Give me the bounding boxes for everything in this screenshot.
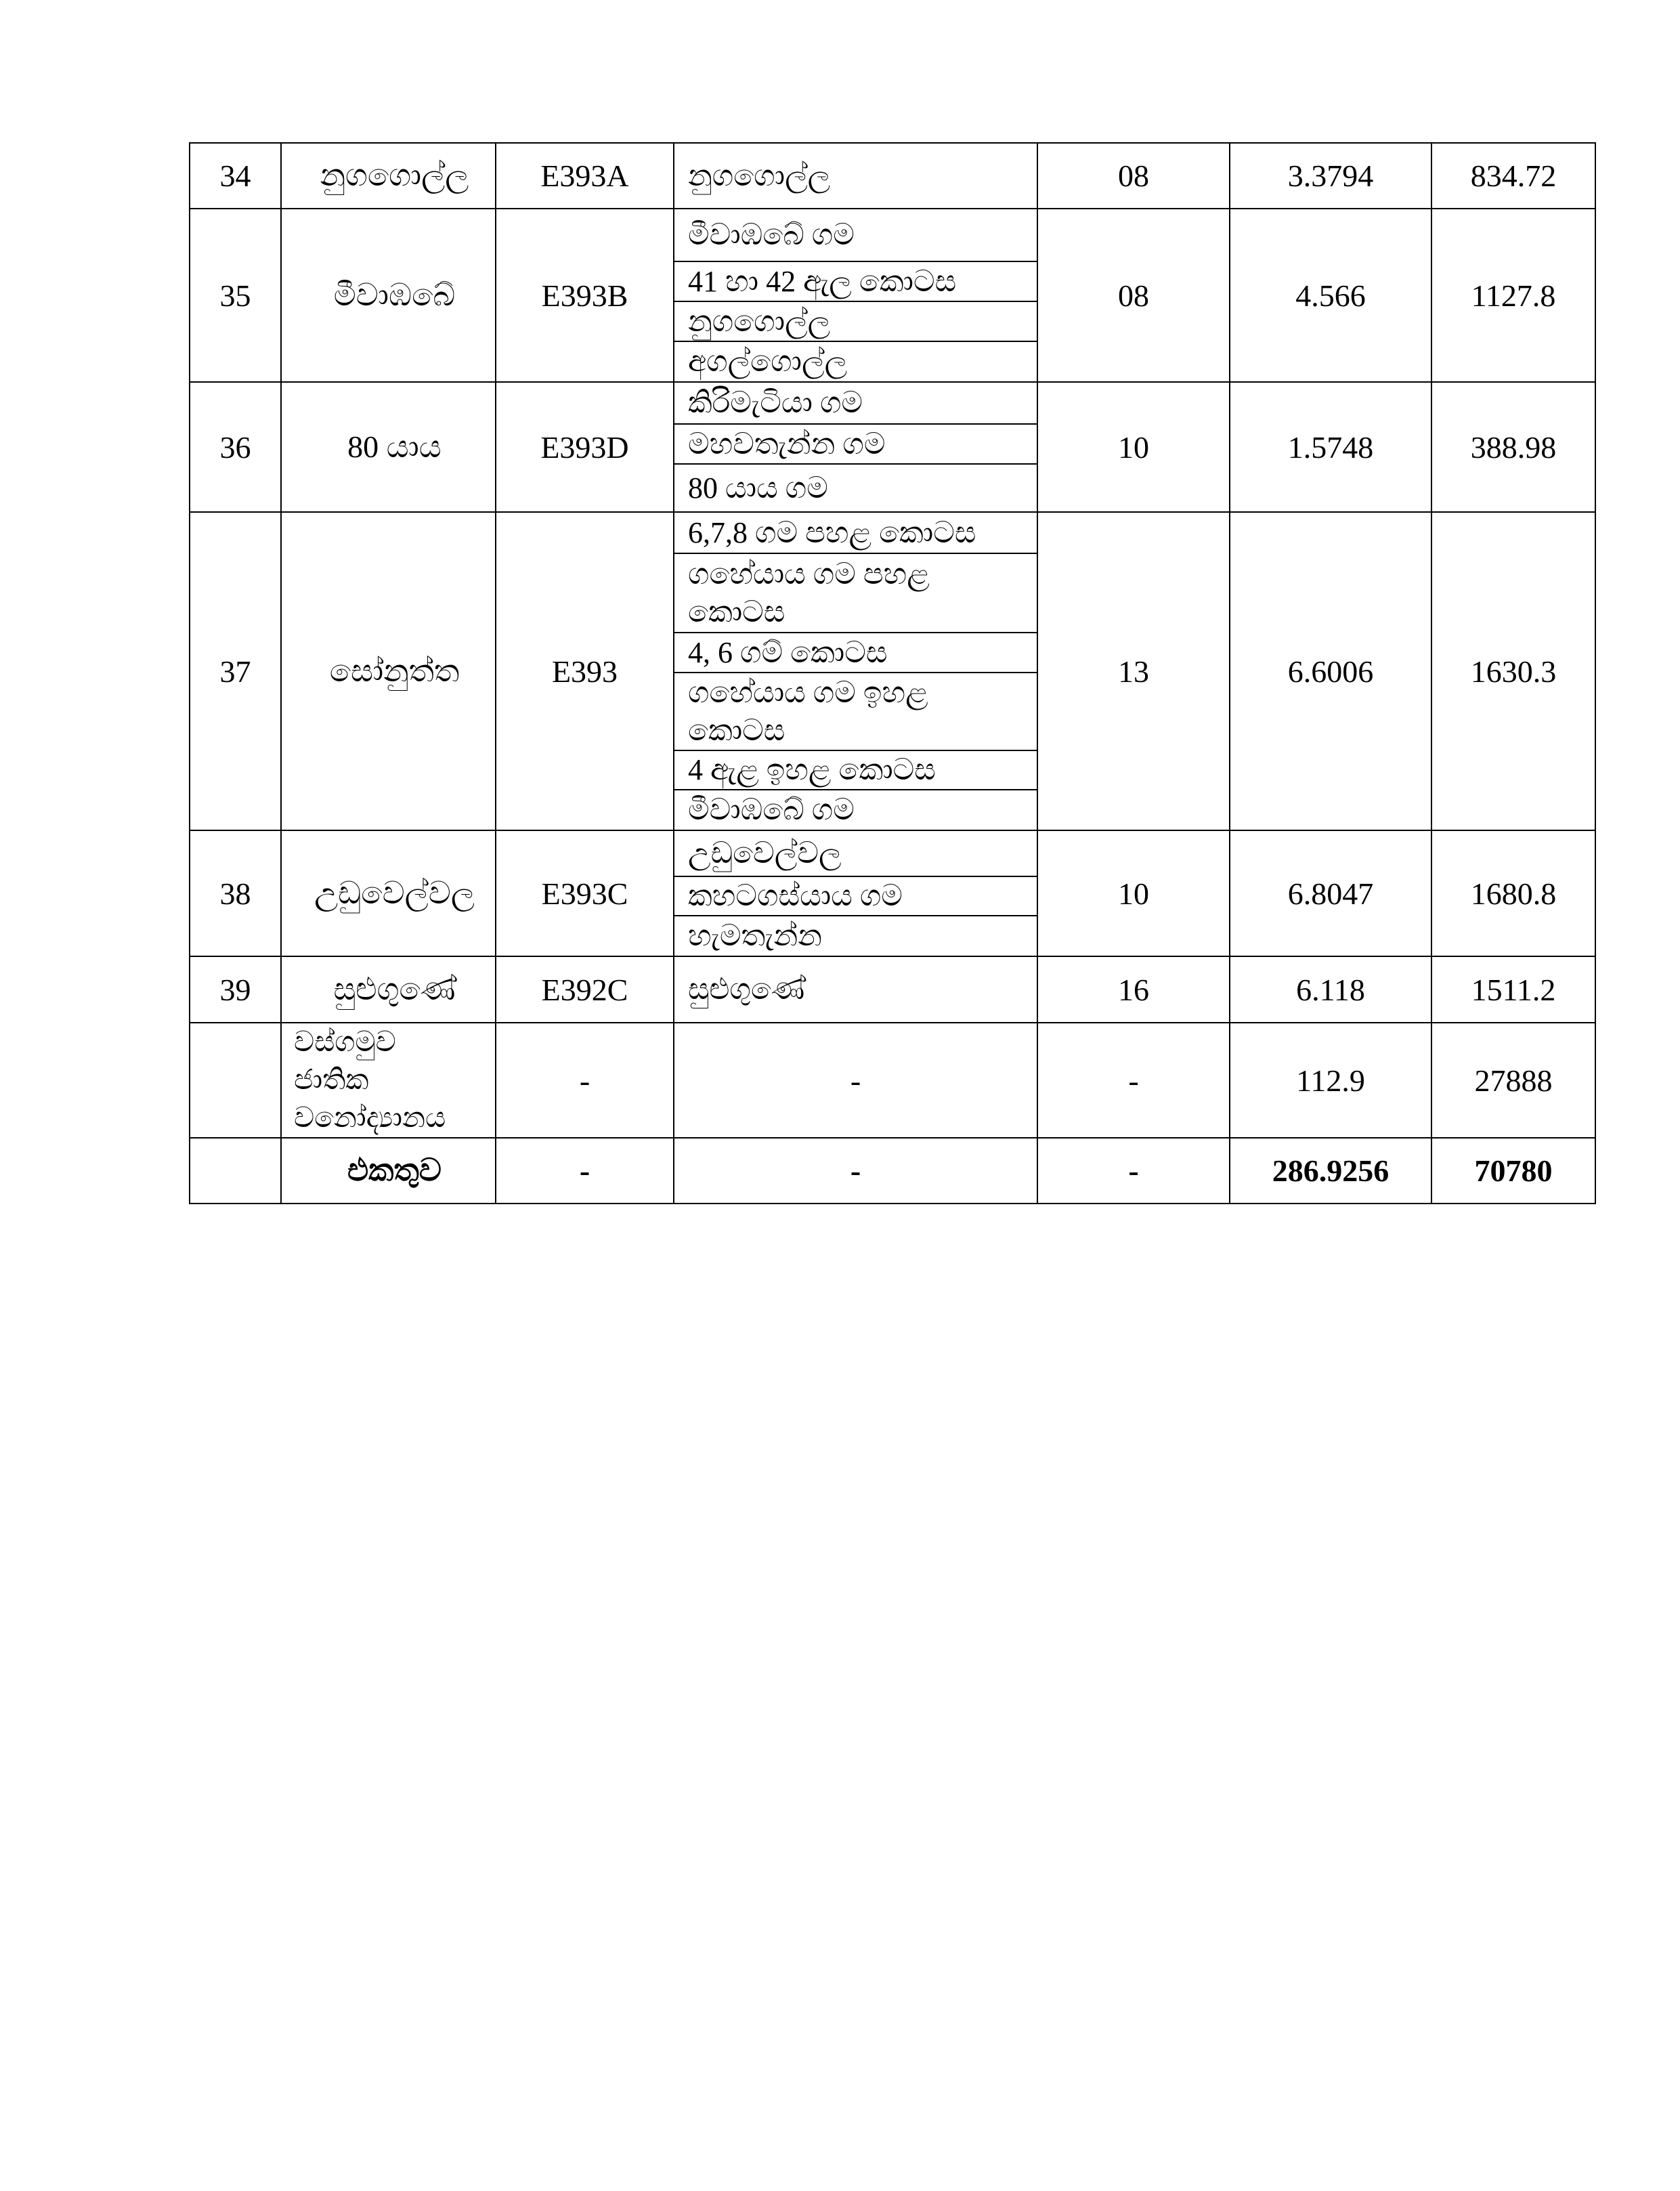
place-item: ගහේයාය ගම පහළ කොටස xyxy=(674,553,1037,632)
division-name: සෝනුත්ත xyxy=(281,512,496,830)
table-row xyxy=(190,382,1595,512)
area-cell: 1.5748 xyxy=(1230,382,1431,512)
place-item: මීවාඹබේ ගම xyxy=(688,218,855,251)
division-name xyxy=(281,1023,496,1138)
row-number: 39 xyxy=(190,956,281,1023)
area-cell: 6.118 xyxy=(1230,956,1431,1023)
row-number: 34 xyxy=(190,143,281,209)
count-cell: 16 xyxy=(1037,956,1230,1023)
table-row xyxy=(190,1023,1595,1138)
place-item: 4 ඇළ ඉහළ කොටස xyxy=(674,750,1037,789)
place-item: සුළුගුණේ xyxy=(688,973,805,1006)
place-item: අගල්ගොල්ල xyxy=(674,341,1037,381)
place-item: මහවතැන්න ගම xyxy=(674,423,1037,463)
place-item: නුගගොල්ල xyxy=(688,158,831,192)
total-value: 70780 xyxy=(1431,1138,1595,1204)
place-item: 6,7,8 ගම පහළ කොටස xyxy=(688,515,976,549)
place-item: මීවාඹබේ ගම xyxy=(674,789,1037,830)
value-cell: 1127.8 xyxy=(1431,209,1595,382)
count-cell: 10 xyxy=(1037,382,1230,512)
places-cell xyxy=(674,209,1037,382)
division-name: උඩුවෙල්වල xyxy=(281,830,496,956)
place-item: ගහේයාය ගම ඉහළ කොටස xyxy=(674,672,1037,750)
value-cell: 1680.8 xyxy=(1431,830,1595,956)
place-item: කහටගස්යාය ගම xyxy=(674,876,1037,915)
places-cell xyxy=(674,382,1037,512)
area-cell: 6.6006 xyxy=(1230,512,1431,830)
place-item: 80 යාය ගම xyxy=(674,463,1037,511)
count-cell: 10 xyxy=(1037,830,1230,956)
row-number xyxy=(190,1138,281,1204)
places-cell xyxy=(674,143,1037,209)
row-number xyxy=(190,1023,281,1138)
place-item: නුගගොල්ල xyxy=(674,301,1037,341)
count-cell: 08 xyxy=(1037,209,1230,382)
division-name: සුළුගුණේ xyxy=(281,956,496,1023)
table-row xyxy=(190,512,1595,830)
division-name: මීවාඹබේ xyxy=(281,209,496,382)
area-cell: 3.3794 xyxy=(1230,143,1431,209)
place-item: හැමතැන්න xyxy=(674,915,1037,956)
division-name: 80 යාය xyxy=(281,382,496,512)
table-row xyxy=(190,956,1595,1023)
area-cell: 112.9 xyxy=(1230,1023,1431,1138)
count-cell: 08 xyxy=(1037,143,1230,209)
area-cell: 6.8047 xyxy=(1230,830,1431,956)
place-item: උඩුවෙල්වල xyxy=(688,836,842,870)
value-cell: 27888 xyxy=(1431,1023,1595,1138)
division-code: - xyxy=(496,1023,674,1138)
division-code: - xyxy=(496,1138,674,1204)
total-label: එකතුව xyxy=(281,1138,496,1204)
value-cell: 834.72 xyxy=(1431,143,1595,209)
division-code: E393C xyxy=(496,830,674,956)
count-cell: - xyxy=(1037,1138,1230,1204)
forest-name: වස්ගමුව ජාතික වනෝද්‍යානය xyxy=(294,1027,446,1134)
row-number: 38 xyxy=(190,830,281,956)
table-row xyxy=(190,143,1595,209)
row-number: 35 xyxy=(190,209,281,382)
places-cell: - xyxy=(674,1023,1037,1138)
places-cell xyxy=(674,512,1037,830)
total-row xyxy=(190,1138,1595,1204)
data-table xyxy=(189,142,1596,1204)
count-cell: - xyxy=(1037,1023,1230,1138)
places-cell: - xyxy=(674,1138,1037,1204)
count-cell: 13 xyxy=(1037,512,1230,830)
place-item: 4, 6 ගම් කොටස xyxy=(674,632,1037,672)
value-cell: 388.98 xyxy=(1431,382,1595,512)
division-code: E393 xyxy=(496,512,674,830)
table-row xyxy=(190,830,1595,956)
division-code: E393B xyxy=(496,209,674,382)
table-row xyxy=(190,209,1595,382)
division-code: E393D xyxy=(496,382,674,512)
place-item: 41 හා 42 ඇල කොටස xyxy=(674,261,1037,301)
division-code: E393A xyxy=(496,143,674,209)
value-cell: 1511.2 xyxy=(1431,956,1595,1023)
place-item: කිරිමැටියා ගම xyxy=(688,386,863,419)
row-number: 37 xyxy=(190,512,281,830)
value-cell: 1630.3 xyxy=(1431,512,1595,830)
area-cell: 4.566 xyxy=(1230,209,1431,382)
total-area: 286.9256 xyxy=(1230,1138,1431,1204)
places-cell xyxy=(674,830,1037,956)
places-cell xyxy=(674,956,1037,1023)
row-number: 36 xyxy=(190,382,281,512)
division-code: E392C xyxy=(496,956,674,1023)
division-name: නුගගොල්ල xyxy=(281,143,496,209)
